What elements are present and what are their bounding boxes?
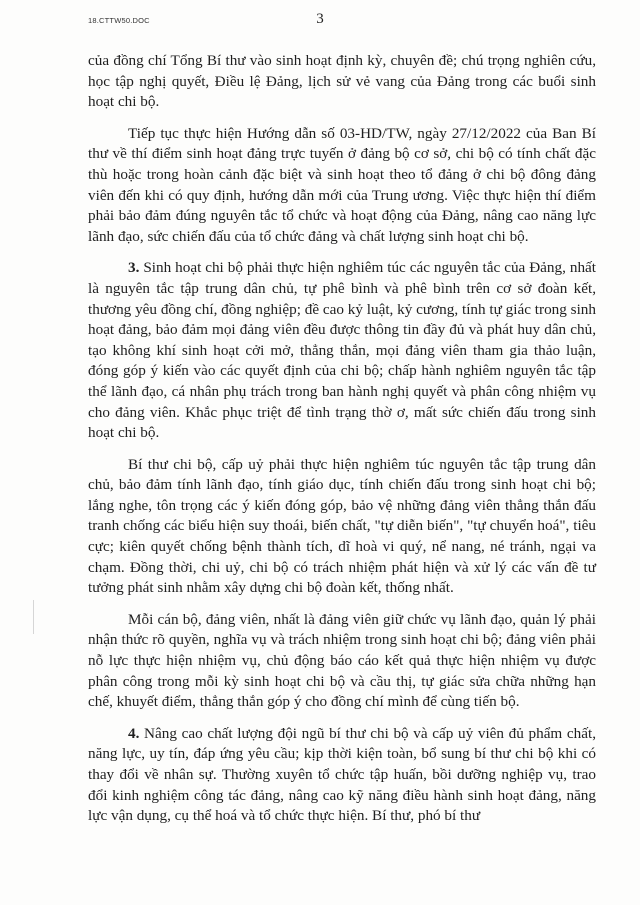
section-number: 3. <box>128 259 140 277</box>
paragraph-text: Tiếp tục thực hiện Hướng dẫn số 03-HD/TW, ngày 27/12/2022 của Ban Bí thư về thí điểm sinh hoạt đảng trực tuyến ở đảng bộ cơ sở, chi bộ có tính chất đặc thù hoặc trong hoàn cảnh đặc biệt và sinh hoạt theo tổ đảng ở chi bộ đông đảng viên đến khi có quy định, hướng dẫn mới của Trung ương. Việc thực hiện thí điểm phải bảo đảm đúng nguyên tắc tổ chức và hoạt động của Đảng, nâng cao năng lực lãnh đạo, sức chiến đấu của tổ chức đảng và chất lượng sinh hoạt chi bộ. <box>88 124 596 245</box>
paragraph-text: Mỗi cán bộ, đảng viên, nhất là đảng viên giữ chức vụ lãnh đạo, quản lý phải nhận thức rõ quyền, nghĩa vụ và trách nhiệm trong sinh hoạt chi bộ; đảng viên phải nỗ lực thực hiện nhiệm vụ, chủ động báo cáo kết quả thực hiện nhiệm vụ được phân công trong mỗi kỳ sinh hoạt chi bộ và cầu thị, tự giác sửa chữa những hạn chế, khuyết điểm, thẳng thắn góp ý cho đồng chí mình để cùng tiến bộ. <box>88 610 596 711</box>
paragraph-text: của đồng chí Tổng Bí thư vào sinh hoạt định kỳ, chuyên đề; chú trọng nghiên cứu, học tập nghị quyết, Điều lệ Đảng, lịch sử vẻ vang của Đảng trong các buổi sinh hoạt chi bộ. <box>88 52 596 111</box>
document-body <box>88 51 596 838</box>
paragraph-secretary-duties <box>88 455 596 599</box>
paragraph-online-meetings <box>88 124 596 248</box>
section-number: 4. <box>128 724 140 742</box>
paragraph-continuation <box>88 51 596 113</box>
scan-margin-mark <box>33 600 34 634</box>
paragraph-section-3 <box>88 258 596 443</box>
document-filename: 18.CTTW50.DOC <box>88 16 150 25</box>
paragraph-member-duties <box>88 610 596 713</box>
paragraph-text: Nâng cao chất lượng đội ngũ bí thư chi bộ và cấp uỷ viên đủ phẩm chất, năng lực, uy tín, đáp ứng yêu cầu; kịp thời kiện toàn, bổ sung bí thư chi bộ khi có thay đổi về nhân sự. Thường xuyên tổ chức tập huấn, bồi dưỡng nghiệp vụ, trao đổi kinh nghiệm công tác đảng, nâng cao kỹ năng điều hành sinh hoạt đảng, năng lực vận dụng, cụ thể hoá và tổ chức thực hiện. Bí thư, phó bí thư <box>88 724 596 825</box>
paragraph-text: Sinh hoạt chi bộ phải thực hiện nghiêm túc các nguyên tắc của Đảng, nhất là nguyên tắc tập trung dân chủ, tự phê bình và phê bình trên cơ sở đoàn kết, thương yêu đồng chí, đồng nghiệp; đề cao kỷ luật, kỷ cương, tính tự giác trong sinh hoạt đảng, bảo đảm mọi đảng viên đều được thông tin đầy đủ và phát huy dân chủ, tạo không khí sinh hoạt cởi mở, thẳng thắn, mọi đảng viên tham gia thảo luận, đóng góp ý kiến vào các quyết định của chi bộ; chấp hành nghiêm nguyên tắc tập thể lãnh đạo, cá nhân phụ trách trong ban hành nghị quyết và phân công nhiệm vụ cho đảng viên. Khắc phục triệt để tình trạng thờ ơ, mất sức chiến đấu trong sinh hoạt chi bộ. <box>88 259 596 442</box>
paragraph-section-4 <box>88 724 596 827</box>
paragraph-text: Bí thư chi bộ, cấp uỷ phải thực hiện nghiêm túc nguyên tắc tập trung dân chủ, bảo đảm tính lãnh đạo, tính giáo dục, tính chiến đấu trong sinh hoạt chi bộ; lắng nghe, tôn trọng các ý kiến đóng góp, bảo vệ những đảng viên thẳng thắn đấu tranh chống các biểu hiện suy thoái, biến chất, "tự diễn biến", "tự chuyển hoá", tiêu cực; kiên quyết chống bệnh thành tích, dĩ hoà vi quý, nể nang, né tránh, ngại va chạm. Đồng thời, chi uỷ, chi bộ có trách nhiệm phát hiện và xử lý các vấn đề tư tưởng phát sinh nhằm xây dựng chi bộ đoàn kết, thống nhất. <box>88 455 596 597</box>
page-number: 3 <box>316 11 324 27</box>
